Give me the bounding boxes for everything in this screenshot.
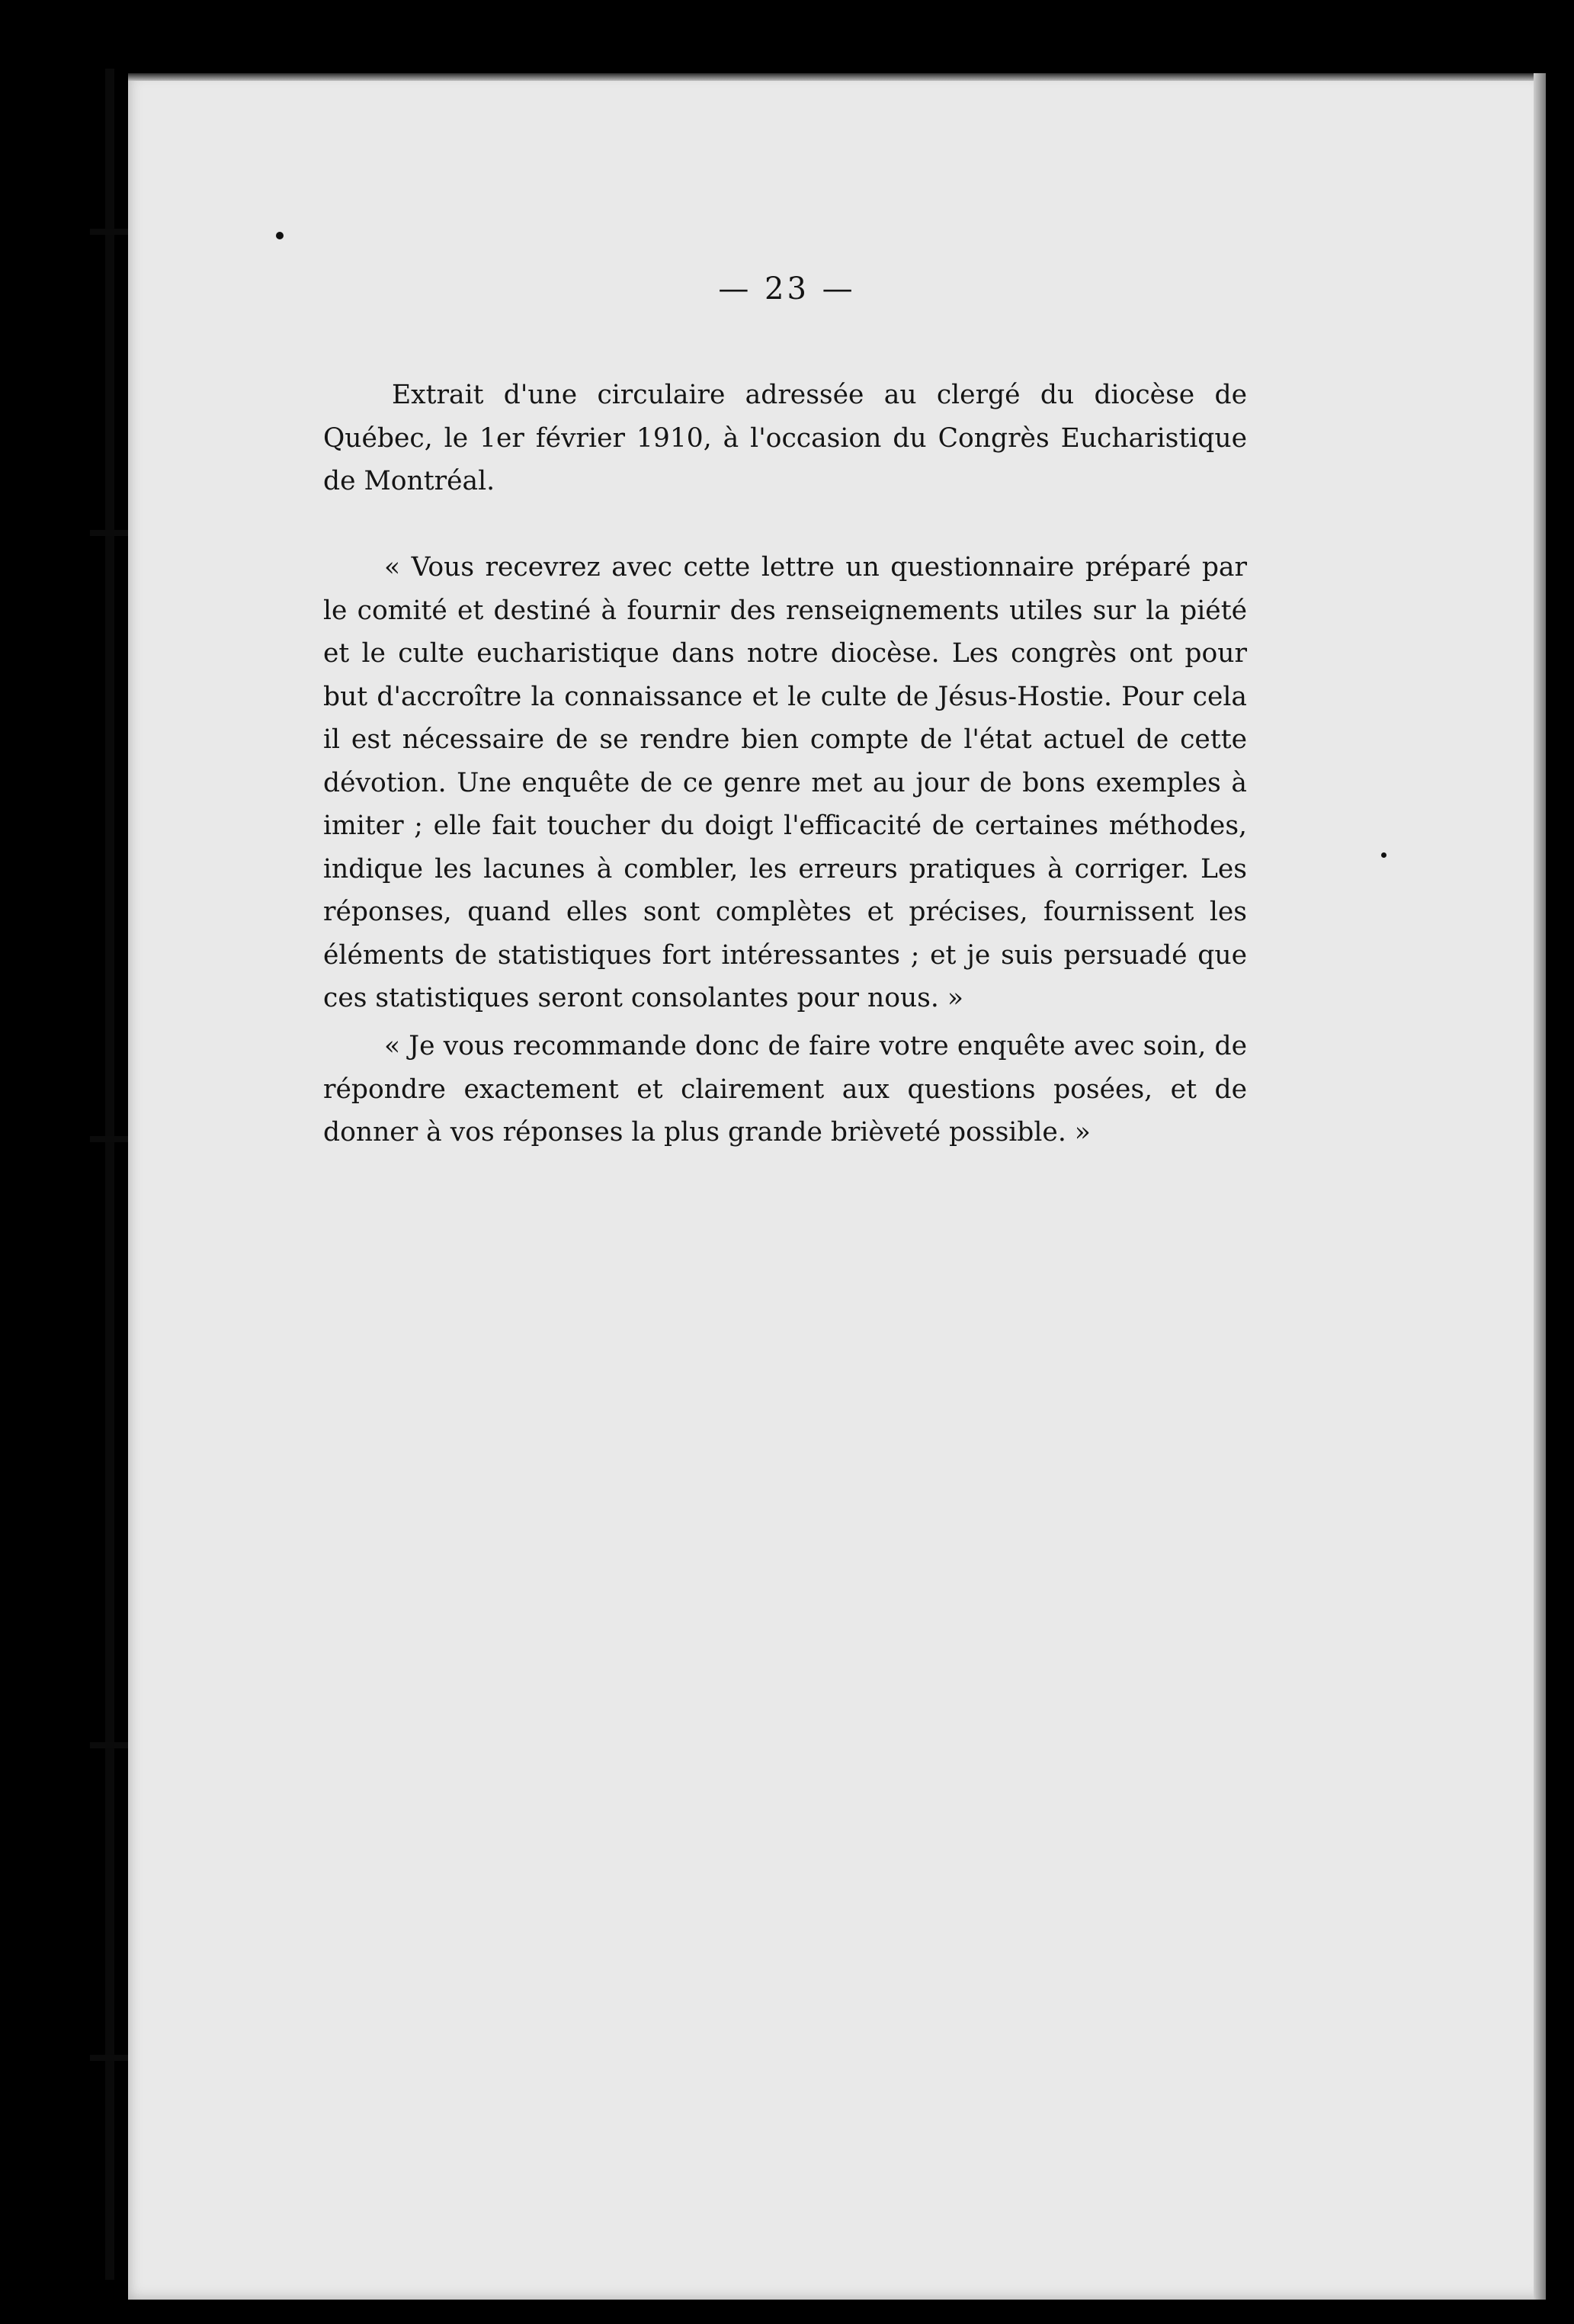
book-binding-edge	[105, 69, 114, 2280]
quote-paragraph-2	[323, 1025, 1247, 1154]
quote-paragraph-1	[323, 546, 1247, 1020]
ink-speck	[1381, 852, 1386, 858]
page-number: — 23 —	[718, 271, 856, 307]
intro-paragraph	[323, 374, 1247, 503]
intro-text: Extrait d'une circulaire adressée au clergé du diocèse de Québec, le 1er février 1910, à l'occasion du Congrès Eucharistique de Montréal.	[323, 380, 1247, 496]
quote-2-text: « Je vous recommande donc de faire votre enquête avec soin, de répondre exactement et clairement aux questions posées, et de donner à vos réponses la plus grande brièveté possible. »	[323, 1031, 1247, 1148]
ink-speck	[276, 232, 284, 239]
quote-1-text: « Vous recevrez avec cette lettre un questionnaire préparé par le comité et destiné à fournir des renseignements utiles sur la piété et le culte eucharistique dans notre diocèse. Les congrès ont pour but d'accroître la connaissance et le culte de Jésus-Hostie. Pour cela il est nécessaire de se rendre bien compte de l'état actuel de cette dévotion. Une enquête de ce genre met au jour de bons exemples à imiter ; elle fait toucher du doigt l'efficacité de certaines méthodes, indique les lacunes à combler, les erreurs pratiques à corriger. Les réponses, quand elles sont complètes et précises, fournissent les éléments de statistiques fort intéressantes ; et je suis persuadé que ces statistiques seront consolantes pour nous. »	[323, 552, 1247, 1013]
